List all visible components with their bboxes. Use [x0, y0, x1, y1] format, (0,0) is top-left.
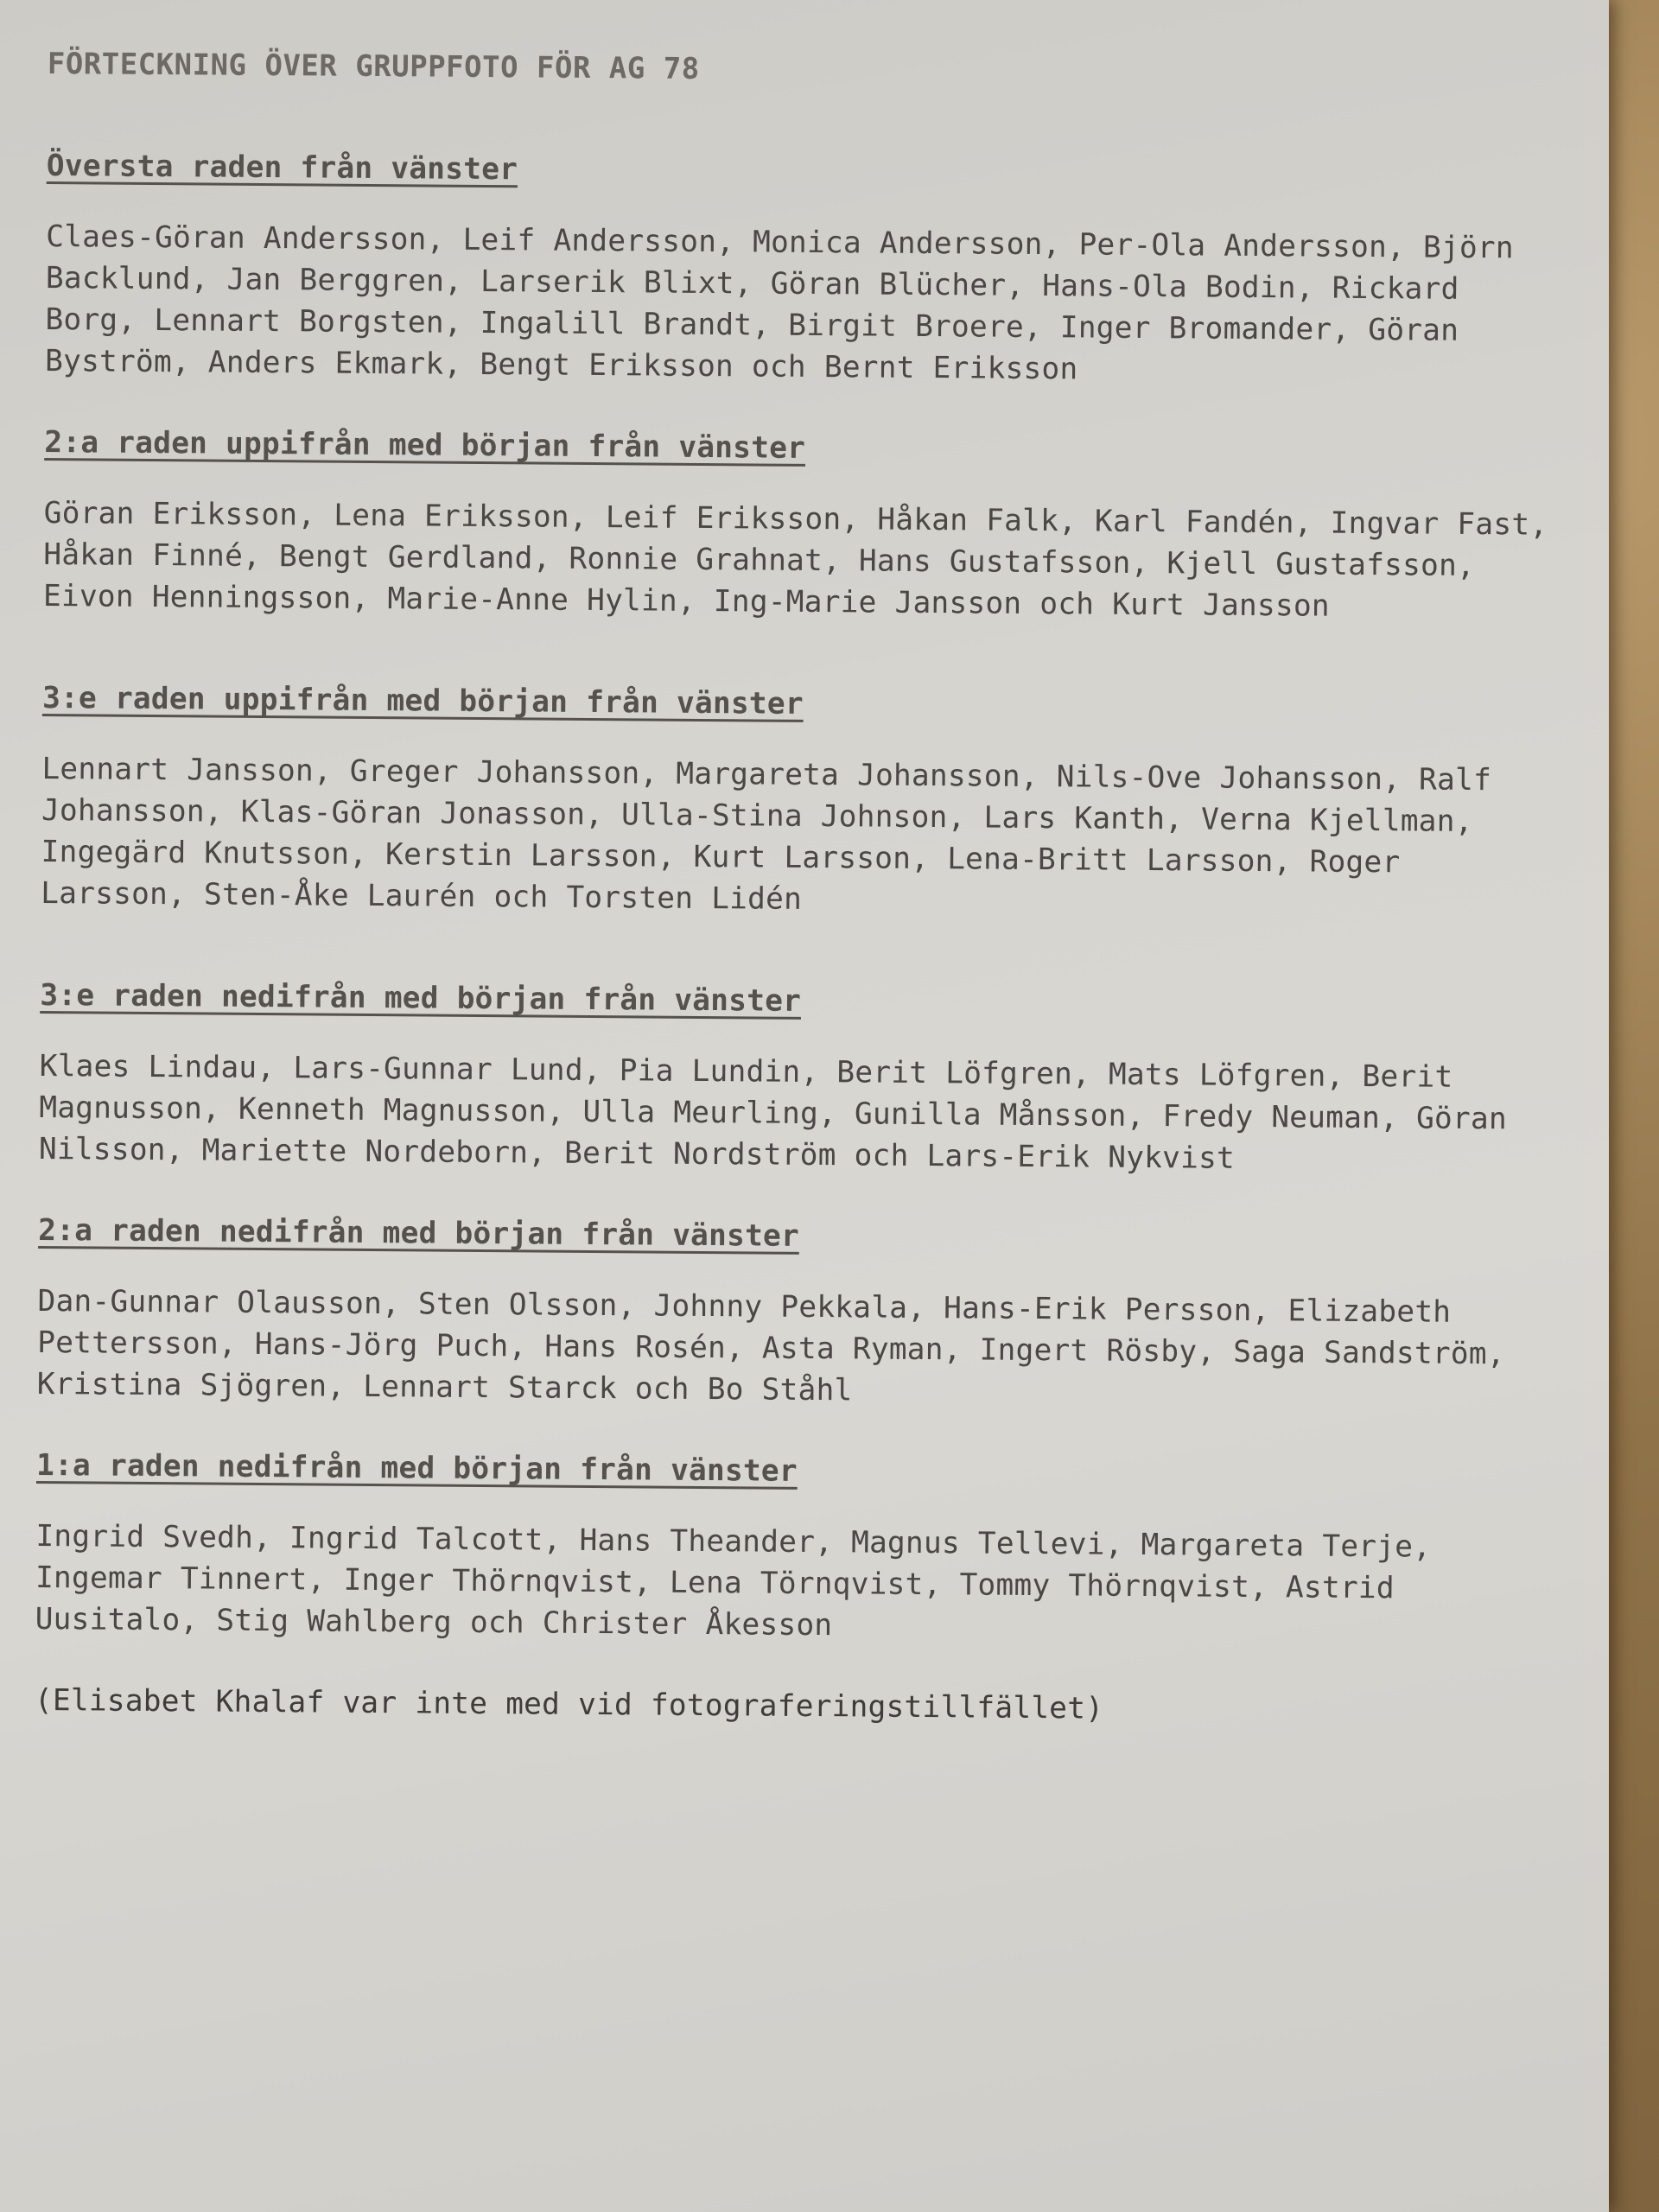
name-list: Klaes Lindau, Lars-Gunnar Lund, Pia Lundin, Berit Löfgren, Mats Löfgren, Berit Magnusson, Kenneth Magnusson, Ulla Meurling, Gunilla Månsson, Fredy Neuman, Göran Nilsson, Mariette Nordeborn, Berit Nordström och Lars-Erik Nykvist — [38, 1048, 1508, 1176]
section-first-row-from-bottom — [35, 1445, 1557, 1652]
document-body — [35, 43, 1568, 1733]
name-list: Claes-Göran Andersson, Leif Andersson, Monica Andersson, Per-Ola Andersson, Björn Backlund, Jan Berggren, Larserik Blixt, Göran Blücher, Hans-Ola Bodin, Rickard Borg, Lennart Borgsten, Ingalill Brandt, Birgit Broere, Inger Bromander, Göran Byström, Anders Ekmark, Bengt Eriksson och Bernt Eriksson — [44, 219, 1514, 387]
section-heading: 2:a raden nedifrån med början från vänster — [38, 1212, 800, 1254]
section-second-row-from-top — [43, 422, 1566, 629]
document-title: FÖRTECKNING ÖVER GRUPPFOTO FÖR AG 78 — [47, 46, 700, 86]
section-second-row-from-bottom — [37, 1210, 1560, 1417]
section-top-row — [45, 145, 1567, 394]
name-list: Göran Eriksson, Lena Eriksson, Leif Eriksson, Håkan Falk, Karl Fandén, Ingvar Fast, Håkan Finné, Bengt Gerdland, Ronnie Grahnat, Hans Gustafsson, Kjell Gustafsson, Eivon Henningsson, Marie-Anne Hylin, Ing-Marie Jansson och Kurt Jansson — [42, 495, 1548, 624]
section-third-row-from-top — [41, 677, 1563, 926]
section-heading: 2:a raden uppifrån med början från vänster — [44, 424, 806, 466]
name-list: Lennart Jansson, Greger Johansson, Margareta Johansson, Nils-Ove Johansson, Ralf Johansson, Klas-Göran Jonasson, Ulla-Stina Johnson, Lars Kanth, Verna Kjellman, Ingegärd Knutsson, Kerstin Larsson, Kurt Larsson, Lena-Britt Larsson, Roger Larsson, Sten-Åke Laurén och Torsten Lidén — [41, 751, 1492, 917]
name-list: Dan-Gunnar Olausson, Sten Olsson, Johnny Pekkala, Hans-Erik Persson, Elizabeth Pettersson, Hans-Jörg Puch, Hans Rosén, Asta Ryman, Ingert Rösby, Saga Sandström, Kristina Sjögren, Lennart Starck och Bo Ståhl — [36, 1283, 1505, 1408]
section-heading: 3:e raden nedifrån med början från vänster — [40, 977, 802, 1019]
section-heading: 3:e raden uppifrån med början från vänster — [41, 680, 804, 721]
section-heading: 1:a raden nedifrån med början från vänster — [35, 1447, 798, 1489]
section-third-row-from-bottom — [39, 975, 1561, 1182]
absence-note: (Elisabet Khalaf var inte med vid fotograferingstillfället) — [34, 1682, 1104, 1726]
section-heading: Översta raden från vänster — [46, 148, 518, 188]
name-list: Ingrid Svedh, Ingrid Talcott, Hans Theander, Magnus Tellevi, Margareta Terje, Ingemar Tinnert, Inger Thörnqvist, Lena Törnqvist, Tommy Thörnqvist, Astrid Uusitalo, Stig Wahlberg och Christer Åkesson — [35, 1518, 1432, 1643]
